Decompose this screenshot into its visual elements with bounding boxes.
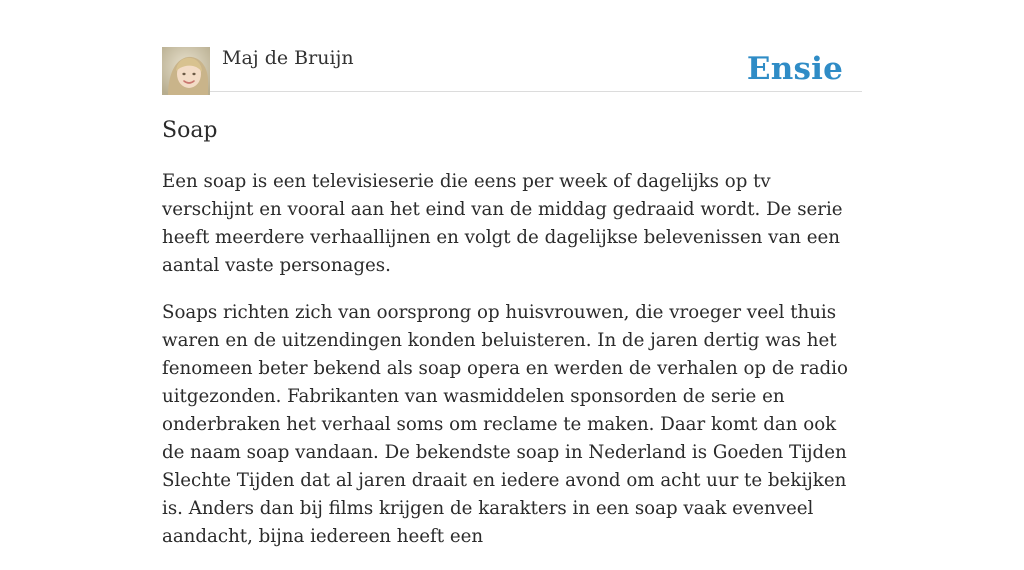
- avatar-photo-icon: [162, 47, 210, 95]
- article-body: [162, 168, 862, 570]
- article-title: Soap: [162, 118, 218, 143]
- article-header: [162, 46, 862, 92]
- article-paragraph: Een soap is een televisieserie die eens per week of dagelijks op tv verschijnt en vooral aan het eind van de middag gedraaid wordt. De serie heeft meerdere verhaallijnen en volgt de dagelijkse belevenissen van een aantal vaste personages.: [162, 171, 843, 276]
- article-paragraph: Soaps richten zich van oorsprong op huisvrouwen, die vroeger veel thuis waren en de uitzendingen konden beluisteren. In de jaren dertig was het fenomeen beter bekend als soap opera en werden de verhalen op de radio uitgezonden. Fabrikanten van wasmiddelen sponsorden de serie en onderbraken het verhaal soms om reclame te maken. Daar komt dan ook de naam soap vandaan. De bekendste soap in Nederland is Goeden Tijden Slechte Tijden dat al jaren draait en iedere avond om acht uur te bekijken is. Anders dan bij films krijgen de karakters in een soap vaak evenveel aandacht, bijna iedereen heeft een: [162, 302, 848, 547]
- author-name[interactable]: Maj de Bruijn: [222, 47, 354, 69]
- author-avatar[interactable]: [162, 47, 210, 95]
- site-logo[interactable]: Ensie: [746, 51, 843, 87]
